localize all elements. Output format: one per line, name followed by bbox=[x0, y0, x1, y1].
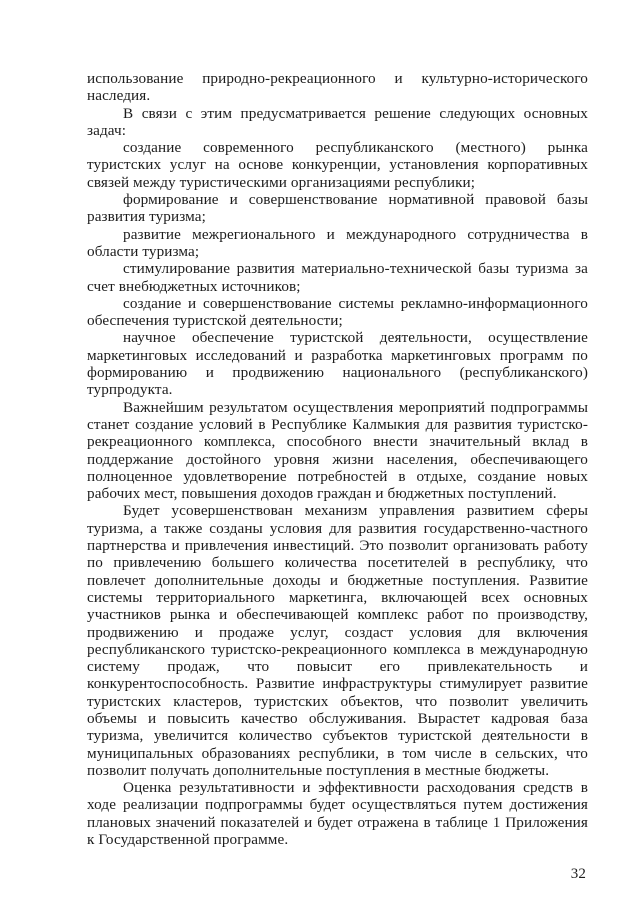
paragraph-9: Важнейшим результатом осуществления мероприятий подпрограммы станет создание условий в Республике Калмыкия для развития туристско-рекреационного комплекса, способного внести значительный вклад в поддержание достойного уровня жизни населения, обеспечивающего полноценное удовлетворение потребностей в отдыхе, создание новых рабочих мест, повышения доходов граждан и бюджетных поступлений. bbox=[87, 398, 588, 503]
page-number: 32 bbox=[570, 865, 586, 882]
paragraph-4: формирование и совершенствование нормативной правовой базы развития туризма; bbox=[87, 191, 588, 226]
paragraph-8: научное обеспечение туристской деятельности, осуществление маркетинговых исследований и разработка маркетинговых программ по формированию и продвижению национального (республиканского) турпродукта. bbox=[87, 329, 588, 399]
paragraph-11: Оценка результативности и эффективности расходования средств в ходе реализации подпрограммы будет осуществляться путем достижения плановых значений показателей и будет отражена в таблице 1 Приложения к Государственной программе. bbox=[87, 779, 588, 849]
paragraph-10: Будет усовершенствован механизм управления развитием сферы туризма, а также созданы условия для развития государственно-частного партнерства и привлечения инвестиций. Это позволит организовать работу по привлечению большего количества посетителей в республику, что повлечет дополнительные доходы и бюджетные поступления. Развитие системы территориального маркетинга, включающей всех основных участников рынка и обеспечивающей комплекс работ по производству, продвижению и продаже услуг, создаст условия для включения республиканского туристско-рекреационного комплекса в международную систему продаж, что повысит его привлекательность и конкурентоспособность. Развитие инфраструктуры стимулирует развитие туристских кластеров, туристских объектов, что позволит увеличить объемы и повысить качество обслуживания. Вырастет кадровая база туризма, увеличится количество субъектов туристской деятельности в муниципальных образованиях республики, в том числе в сельских, что позволит получать дополнительные поступления в местные бюджеты. bbox=[87, 502, 588, 779]
paragraph-5: развитие межрегионального и международного сотрудничества в области туризма; bbox=[87, 225, 588, 260]
paragraph-7: создание и совершенствование системы рекламно-информационного обеспечения туристской деятельности; bbox=[87, 294, 588, 330]
paragraph-3: создание современного республиканского (местного) рынка туристских услуг на основе конкуренции, установления корпоративных связей между туристическими организациями республики; bbox=[87, 139, 588, 191]
paragraph-2: В связи с этим предусматривается решение следующих основных задач: bbox=[87, 104, 588, 139]
paragraph-1: использование природно-рекреационного и культурно-исторического наследия. bbox=[87, 70, 588, 105]
paragraph-6: стимулирование развития материально-технической базы туризма за счет внебюджетных источников; bbox=[87, 260, 588, 295]
